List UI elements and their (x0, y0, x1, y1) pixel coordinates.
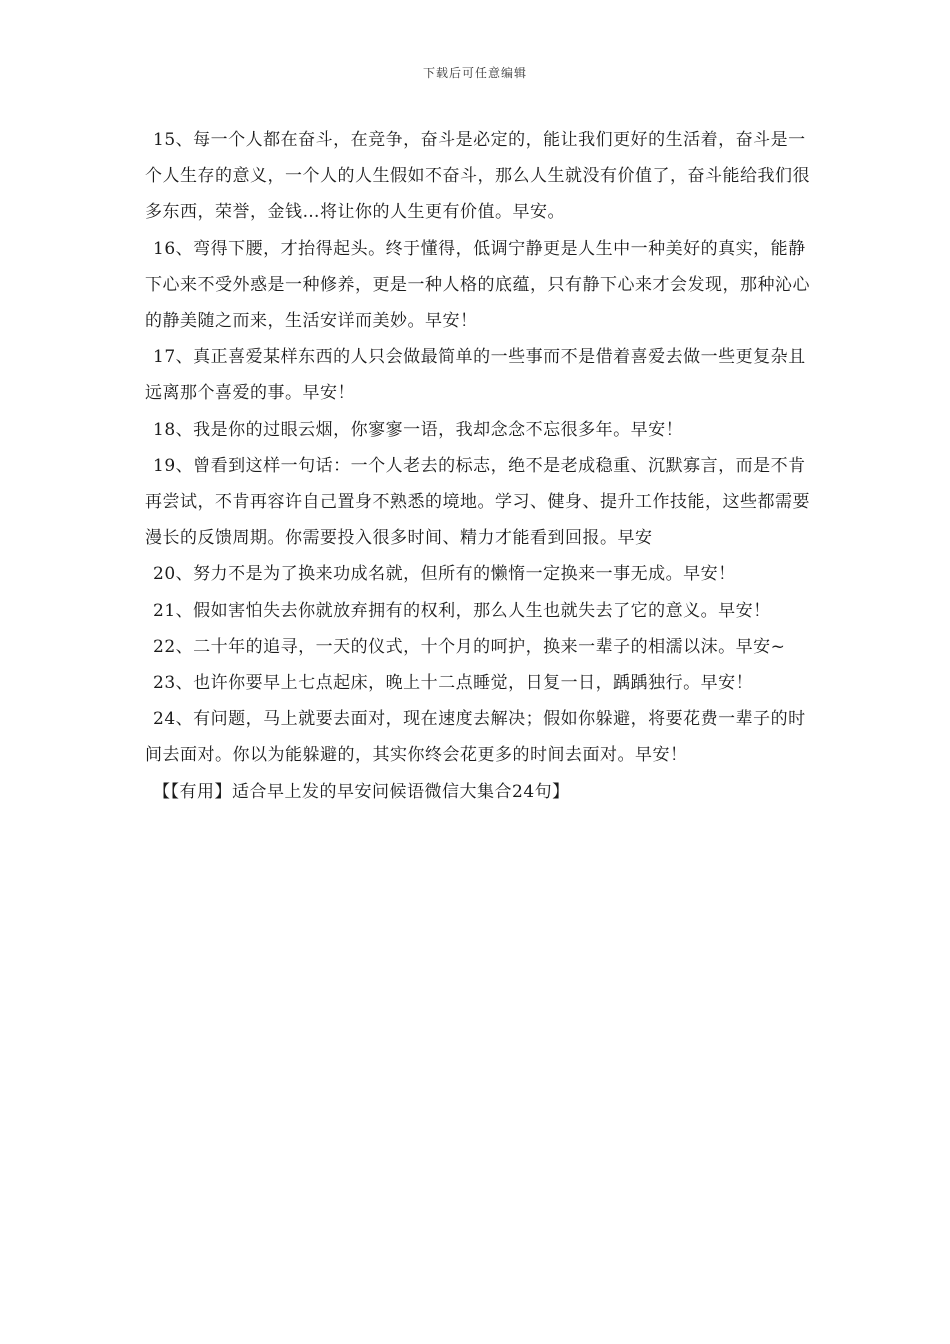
paragraph-22: 22、二十年的追寻，一天的仪式，十个月的呵护，换来一辈子的相濡以沫。早安~ (153, 636, 786, 657)
paragraph-16: 16、弯得下腰，才抬得起头。终于懂得，低调宁静更是人生中一种美好的真实，能静下心来不受外惑是一种修养，更是一种人格的底蕴，只有静下心来才会发现，那种沁心的静美随之而来，生活安详而美妙。早安！ (145, 238, 810, 332)
document-title-footer: 【【有用】适合早上发的早安问候语微信大集合24句】 (153, 781, 570, 802)
paragraph-21: 21、假如害怕失去你就放弃拥有的权利，那么人生也就失去了它的意义。早安！ (153, 600, 771, 621)
paragraph-17: 17、真正喜爱某样东西的人只会做最简单的一些事而不是借着喜爱去做一些更复杂且远离那个喜爱的事。早安！ (145, 347, 806, 404)
page-header: 下载后可任意编辑 (422, 66, 527, 80)
paragraph-24: 24、有问题，马上就要去面对，现在速度去解决；假如你躲避，将要花费一辈子的时间去面对。你以为能躲避的，其实你终会花更多的时间去面对。早安！ (145, 709, 806, 766)
paragraph-20: 20、努力不是为了换来功成名就，但所有的懒惰一定换来一事无成。早安！ (153, 564, 736, 585)
document-body (145, 122, 815, 810)
paragraph-19: 19、曾看到这样一句话：一个人老去的标志，绝不是老成稳重、沉默寡言，而是不肯再尝试，不肯再容许自己置身不熟悉的境地。学习、健身、提升工作技能，这些都需要漫长的反馈周期。你需要投入很多时间、精力才能看到回报。早安 (145, 455, 810, 549)
paragraph-18: 18、我是你的过眼云烟，你寥寥一语，我却念念不忘很多年。早安！ (153, 419, 684, 440)
paragraph-23: 23、也许你要早上七点起床，晚上十二点睡觉，日复一日，踽踽独行。早安！ (153, 673, 754, 694)
paragraph-15: 15、每一个人都在奋斗，在竞争，奋斗是必定的，能让我们更好的生活着，奋斗是一个人生存的意义，一个人的人生假如不奋斗，那么人生就没有价值了，奋斗能给我们很多东西，荣誉，金钱…将让你的人生更有价值。早安。 (145, 130, 810, 223)
